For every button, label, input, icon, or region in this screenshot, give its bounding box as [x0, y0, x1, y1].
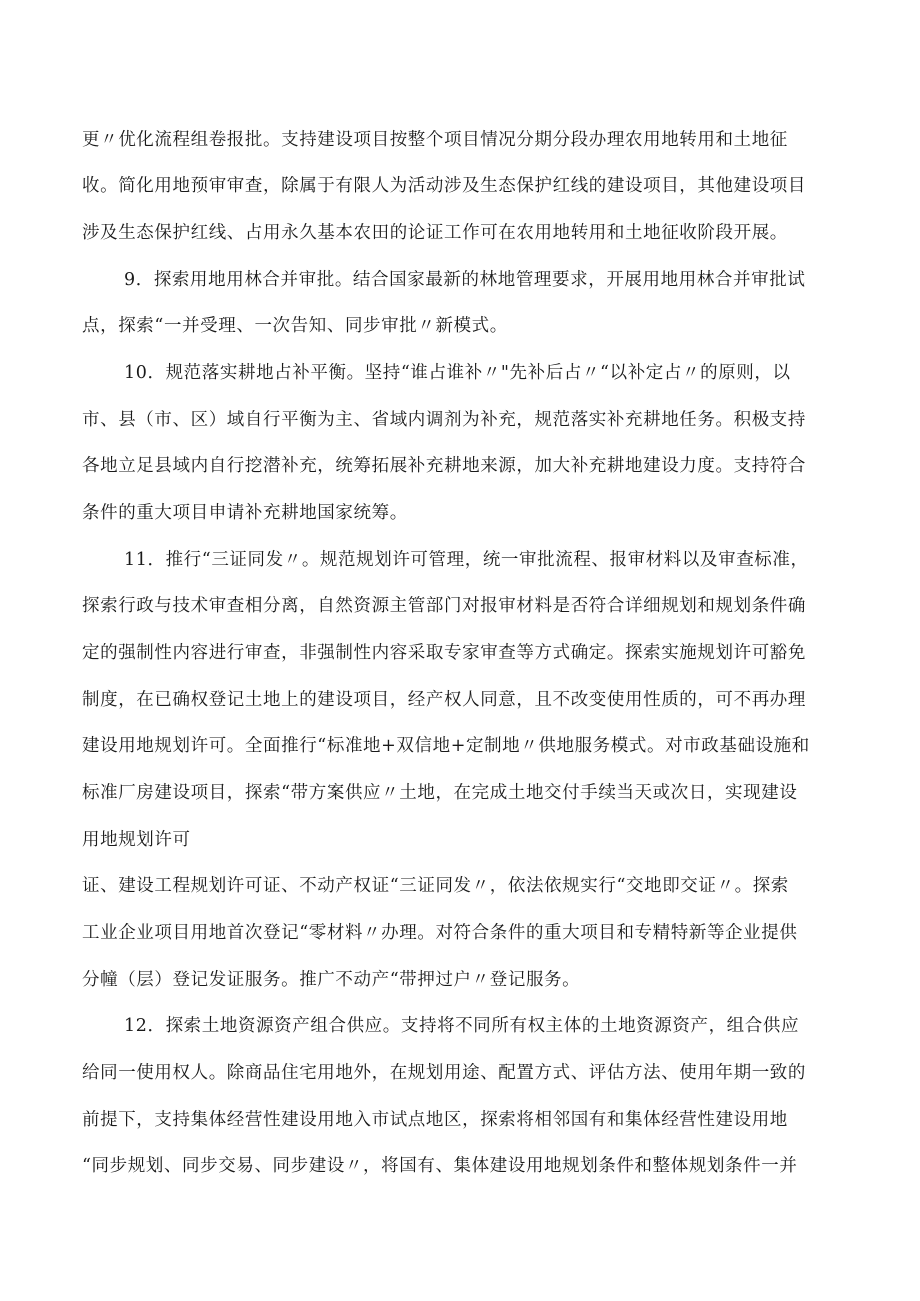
text-line: 建设用地规划许可。全面推行“标准地+双信地+定制地〃供地服务模式。对市政基础设施和: [82, 736, 810, 756]
text-line: 12．探索土地资源资产组合供应。支持将不同所有权主体的土地资源资产，组合供应: [124, 1016, 800, 1036]
text-line: 11．推行“三证同发〃。规范规划许可管理，统一审批流程、报审材料以及审查标准，: [124, 550, 809, 570]
text-line: 更〃优化流程组卷报批。支持建设项目按整个项目情况分期分段办理农用地转用和土地征: [82, 130, 788, 150]
text-line: 证、建设工程规划许可证、不动产权证“三证同发〃，依法依规实行“交地即交证〃。探索: [82, 876, 789, 896]
text-line: 点，探索“一并受理、一次告知、同步审批〃新模式。: [82, 316, 508, 336]
text-line: 标准厂房建设项目，探索“带方案供应〃土地，在完成土地交付手续当天或次日，实现建设: [82, 783, 798, 803]
text-line: 分幢（层）登记发证服务。推广不动产“带押过户〃登记服务。: [82, 970, 581, 990]
text-line: 收。简化用地预审审查，除属于有限人为活动涉及生态保护红线的建设项目，其他建设项目: [82, 176, 806, 196]
text-line: 制度，在已确权登记土地上的建设项目，经产权人同意，且不改变使用性质的，可不再办理: [82, 690, 806, 710]
text-line: 10．规范落实耕地占补平衡。坚持“谁占谁补〃"先补后占〃“以补定占〃的原则，以: [124, 363, 791, 383]
text-line: 市、县（市、区）域自行平衡为主、省域内调剂为补充，规范落实补充耕地任务。积极支持: [82, 410, 806, 430]
text-line: 涉及生态保护红线、占用永久基本农田的论证工作可在农用地转用和土地征收阶段开展。: [82, 223, 788, 243]
text-line: “同步规划、同步交易、同步建设〃，将国有、集体建设用地规划条件和整体规划条件一并: [82, 1156, 798, 1176]
text-line: 条件的重大项目申请补充耕地国家统筹。: [82, 503, 408, 523]
text-line: 前提下，支持集体经营性建设用地入市试点地区，探索将相邻国有和集体经营性建设用地: [82, 1110, 788, 1130]
text-line: 各地立足县域内自行挖潜补充，统筹拓展补充耕地来源，加大补充耕地建设力度。支持符合: [82, 456, 806, 476]
text-line: 探索行政与技术审查相分离，自然资源主管部门对报审材料是否符合详细规划和规划条件确: [82, 596, 806, 616]
text-line: 工业企业项目用地首次登记“零材料〃办理。对符合条件的重大项目和专精特新等企业提供: [82, 923, 798, 943]
text-line: 9．探索用地用林合并审批。结合国家最新的林地管理要求，开展用地用林合并审批试: [124, 270, 806, 290]
text-line: 用地规划许可: [82, 830, 191, 850]
text-line: 定的强制性内容进行审查，非强制性内容采取专家审查等方式确定。探索实施规划许可豁免: [82, 643, 806, 663]
text-line: 给同一使用权人。除商品住宅用地外，在规划用途、配置方式、评估方法、使用年期一致的: [82, 1063, 806, 1083]
